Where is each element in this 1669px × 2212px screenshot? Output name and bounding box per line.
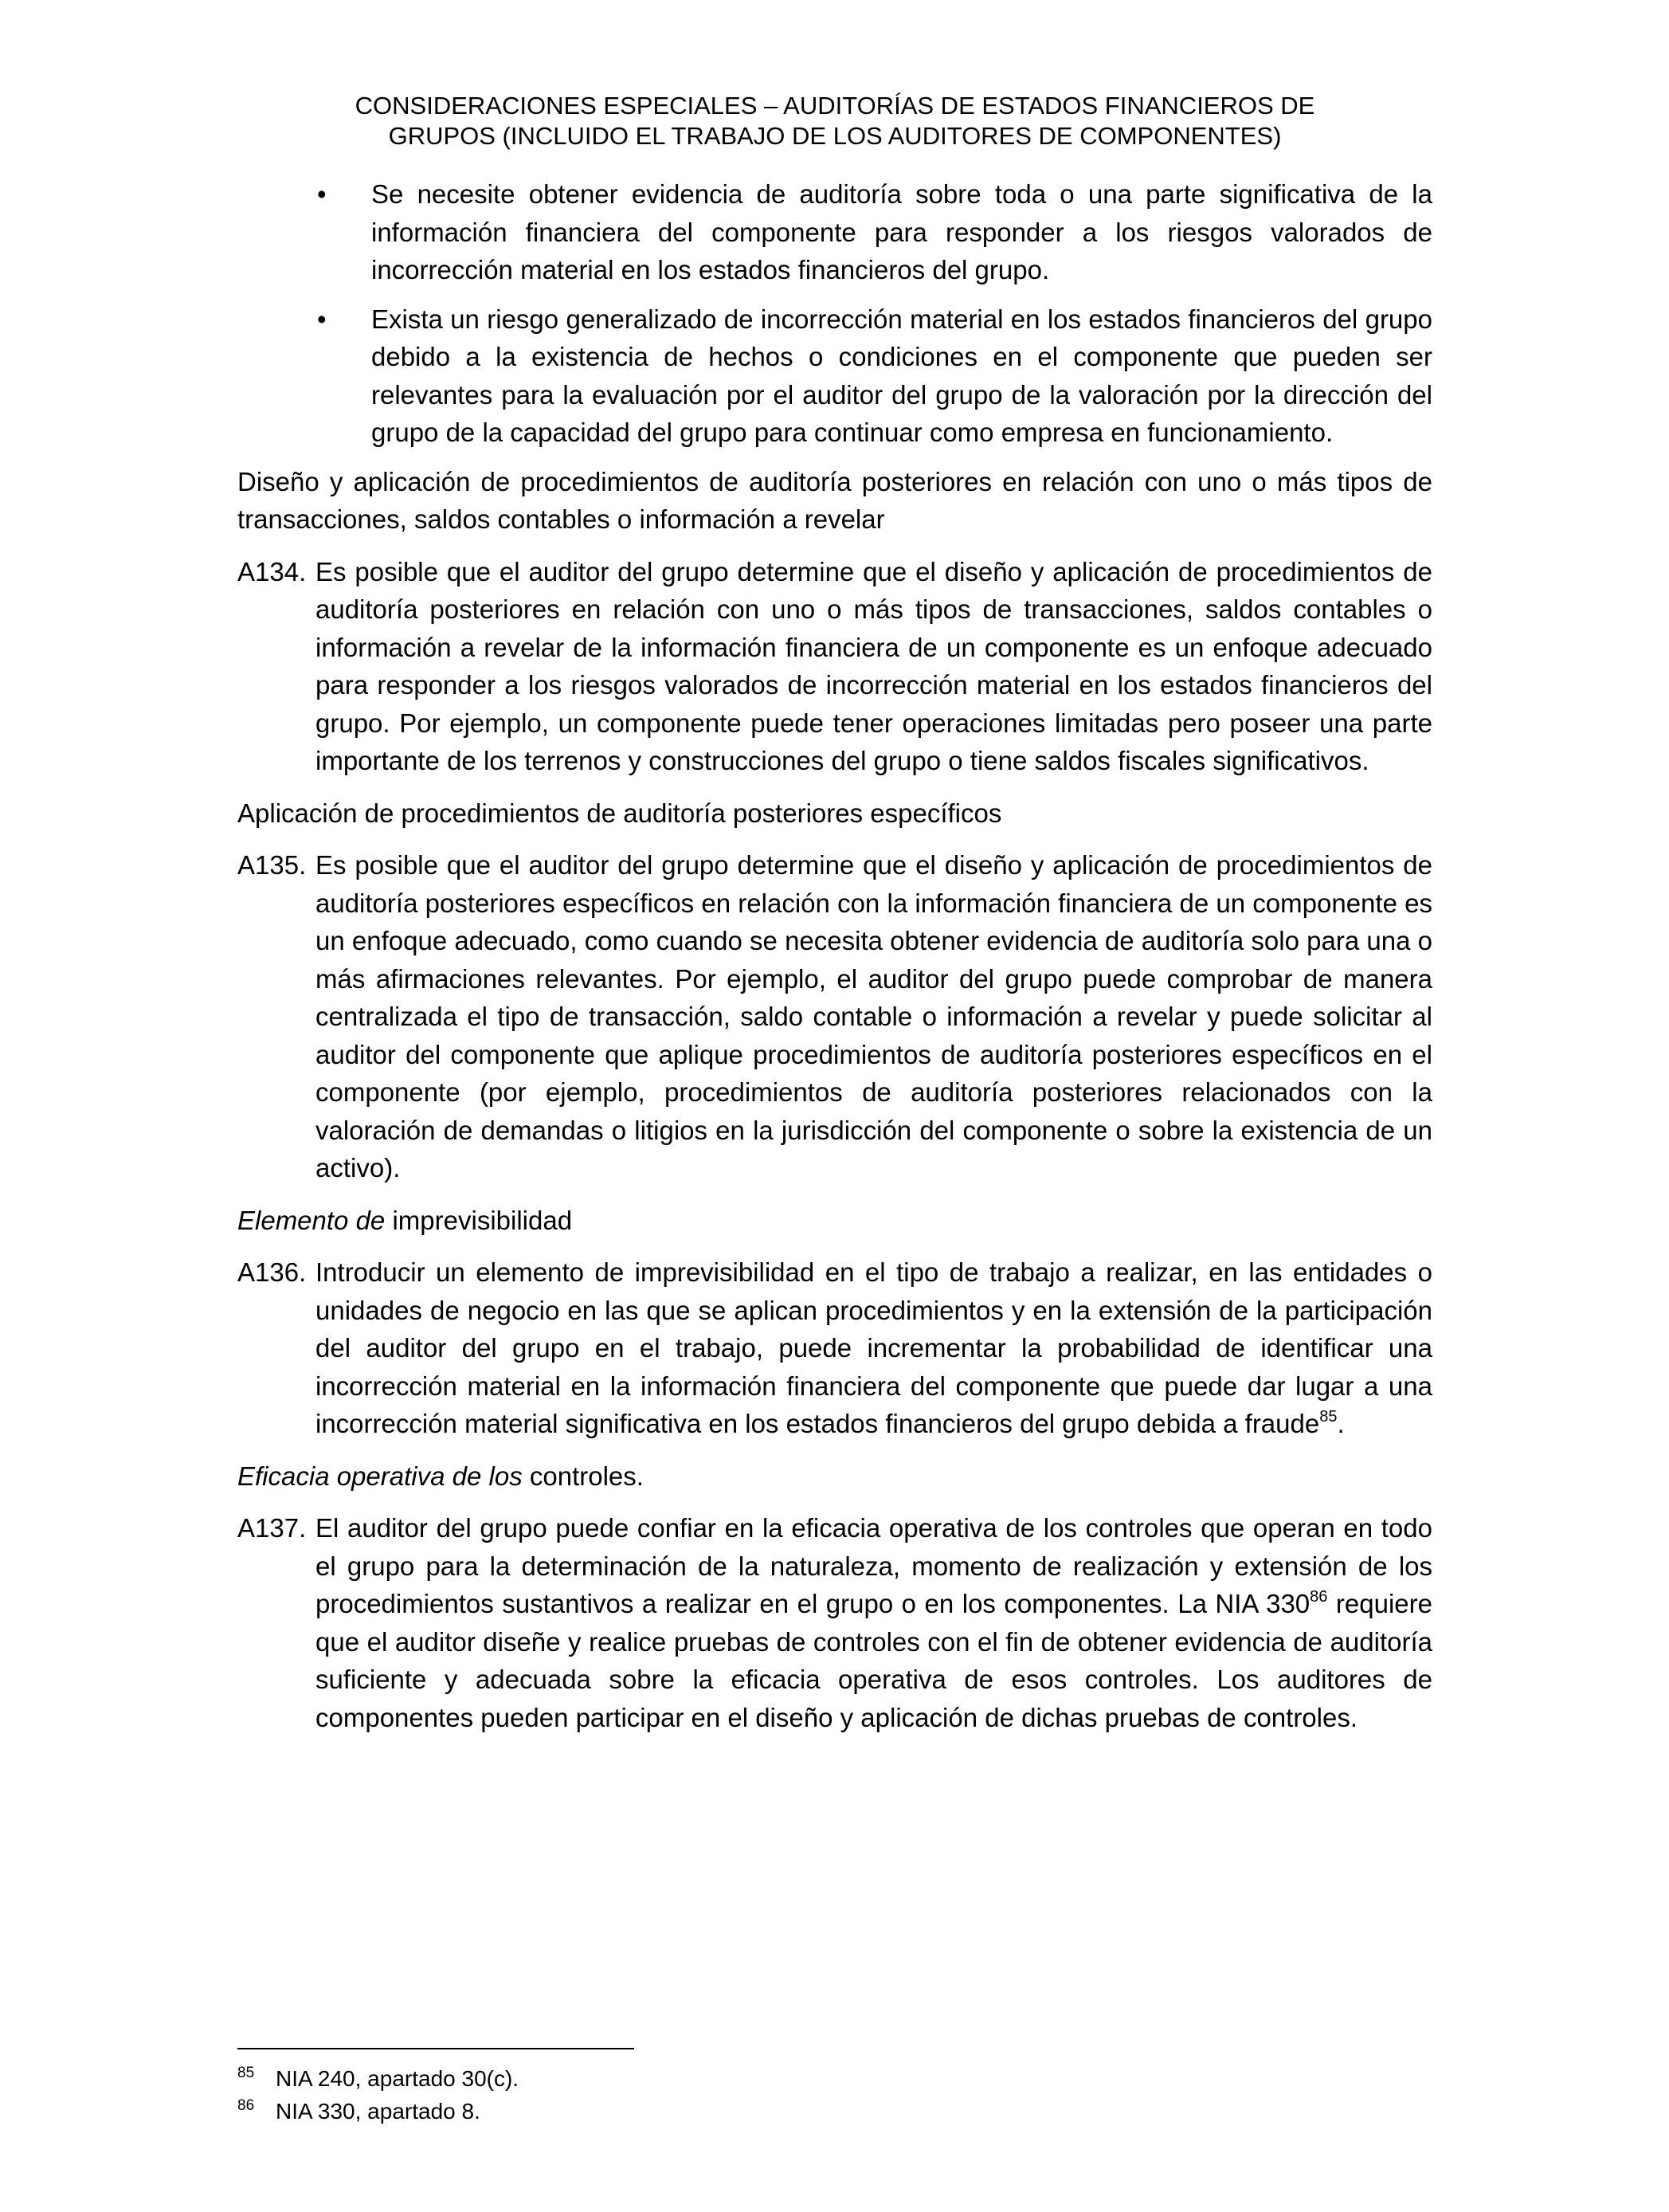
- paragraph-end: .: [1337, 1409, 1345, 1438]
- section-heading: [237, 1202, 1432, 1240]
- paragraph-a135: [237, 846, 1432, 1187]
- paragraph-a134: [237, 553, 1432, 780]
- paragraph-text: Es posible que el auditor del grupo determine que el diseño y aplicación de procedimientos de auditoría posteriores en relación con uno o más tipos de transacciones, saldos contables o información a revelar de la información financiera de un componente es un enfoque adecuado para responder a los riesgos valorados de incorrección material en los estados financieros del grupo. Por ejemplo, un componente puede tener operaciones limitadas pero poseer una parte importante de los terrenos y construcciones del grupo o tiene saldos fiscales significativos.: [315, 556, 1432, 775]
- paragraph-number: A135.: [237, 850, 307, 880]
- footnote-ref-85[interactable]: 85: [1319, 1408, 1338, 1426]
- paragraph-a136: [237, 1253, 1432, 1443]
- paragraph-body: El auditor del grupo puede confiar en la eficacia operativa de los controles que operan en todo el grupo para la determinación de la naturaleza, momento de realización y extensión de los procedimientos sustantivos a realizar en el grupo o en los componentes. La NIA 330: [315, 1513, 1432, 1618]
- bullet-text: Exista un riesgo generalizado de incorrección material en los estados financieros del grupo debido a la existencia de hechos o condiciones en el componente que pueden ser relevantes para la evaluación por el auditor del grupo de la valoración por la dirección del grupo de la capacidad del grupo para continuar como empresa en funcionamiento.: [371, 304, 1432, 447]
- footnote-ref-86[interactable]: 86: [1310, 1588, 1328, 1606]
- footnotes: [237, 2062, 519, 2128]
- footnote-text: NIA 240, apartado 30(c).: [276, 2066, 519, 2091]
- paragraph-text: [315, 1509, 1432, 1736]
- heading-italic-part: Elemento de: [237, 1205, 386, 1235]
- footnote-text: NIA 330, apartado 8.: [276, 2099, 480, 2124]
- running-header: [237, 91, 1432, 151]
- paragraph-a137: [237, 1509, 1432, 1736]
- paragraph-number: A136.: [237, 1257, 307, 1287]
- heading-italic-part: Eficacia operativa de los: [237, 1461, 523, 1491]
- paragraph-number: A134.: [237, 556, 307, 586]
- footnote: [237, 2062, 519, 2095]
- section-heading: Diseño y aplicación de procedimientos de auditoría posteriores en relación con uno o más tipos de transacciones, saldos contables o información a revelar: [237, 466, 1432, 534]
- section-heading: [237, 1457, 1432, 1496]
- footnote-separator: [237, 2048, 634, 2049]
- footnote-number: 86: [237, 2097, 255, 2114]
- document-page: [237, 91, 1432, 1751]
- bullet-mark: •: [317, 304, 327, 334]
- section-heading: Aplicación de procedimientos de auditoría posteriores específicos: [237, 798, 1002, 828]
- heading-plain-part: controles.: [522, 1461, 644, 1491]
- bullet-item: [317, 300, 1432, 452]
- paragraph-body-cont: requiere que el auditor diseñe y realice pruebas de controles con el fin de obtener evidencia de auditoría suficiente y adecuada sobre la eficacia operativa de esos controles. Los auditores de componentes pueden participar en el diseño y aplicación de dichas pruebas de controles.: [315, 1589, 1432, 1732]
- header-line-2: GRUPOS (INCLUIDO EL TRABAJO DE LOS AUDITORES DE COMPONENTES): [388, 122, 1282, 150]
- bullet-mark: •: [317, 179, 327, 209]
- paragraph-text: Es posible que el auditor del grupo determine que el diseño y aplicación de procedimientos de auditoría posteriores específicos en relación con la información financiera de un componente es un enfoque adecuado, como cuando se necesita obtener evidencia de auditoría solo para una o más afirmaciones relevantes. Por ejemplo, el auditor del grupo puede comprobar de manera centralizada el tipo de transacción, saldo contable o información a revelar y puede solicitar al auditor del componente que aplique procedimientos de auditoría posteriores específicos en el componente (por ejemplo, procedimientos de auditoría posteriores relacionados con la valoración de demandas o litigios en la jurisdicción del componente o sobre la existencia de un activo).: [315, 850, 1432, 1182]
- footnote-number: 85: [237, 2065, 255, 2081]
- heading-plain-part: imprevisibilidad: [385, 1205, 573, 1235]
- body: [237, 175, 1432, 1736]
- footnote: [237, 2095, 519, 2128]
- paragraph-body: Introducir un elemento de imprevisibilidad en el tipo de trabajo a realizar, en las entidades o unidades de negocio en las que se aplican procedimientos y en la extensión de la participación del auditor del grupo en el trabajo, puede incrementar la probabilidad de identificar una incorrección material en la información financiera del componente que puede dar lugar a una incorrección material significativa en los estados financieros del grupo debida a fraude: [315, 1257, 1432, 1438]
- paragraph-text: [315, 1253, 1432, 1443]
- header-line-1: CONSIDERACIONES ESPECIALES – AUDITORÍAS DE ESTADOS FINANCIEROS DE: [355, 92, 1315, 120]
- paragraph-number: A137.: [237, 1513, 307, 1543]
- bullet-item: [317, 175, 1432, 289]
- bullet-text: Se necesite obtener evidencia de auditoría sobre toda o una parte significativa de la información financiera del componente para responder a los riesgos valorados de incorrección material en los estados financieros del grupo.: [371, 179, 1432, 284]
